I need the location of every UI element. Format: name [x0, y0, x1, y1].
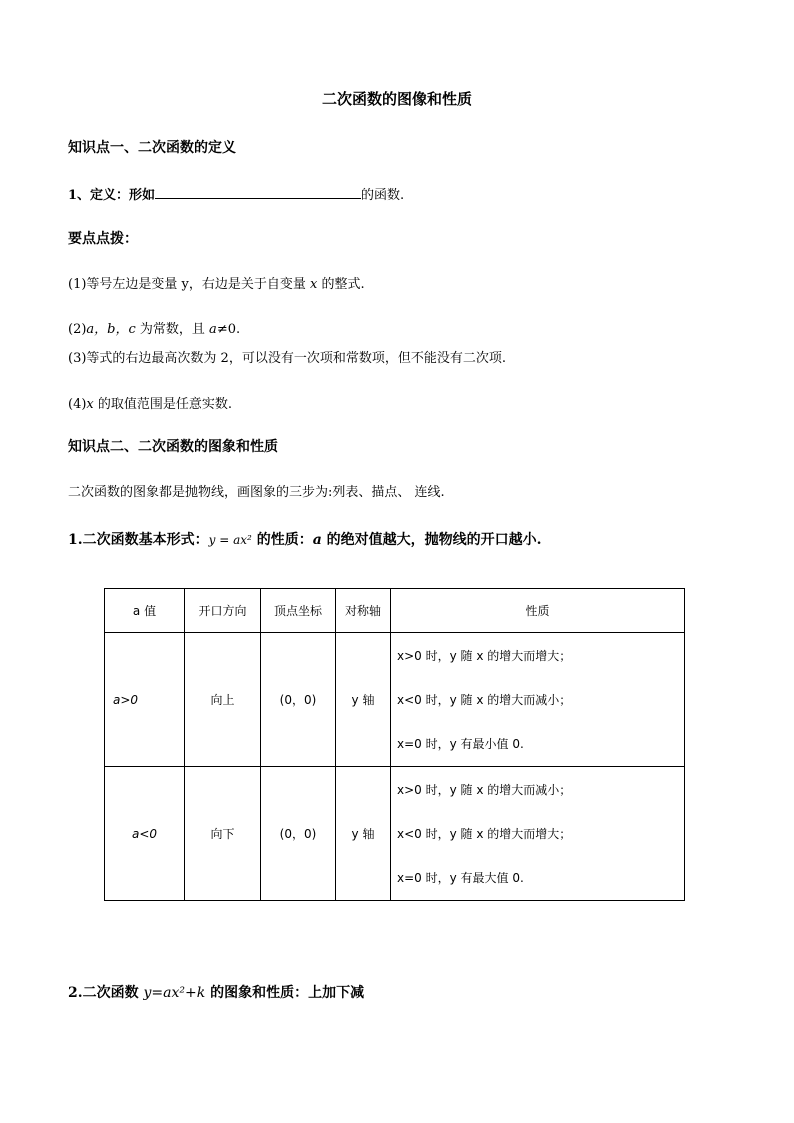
property-line: x=0 时，y 有最大值 0. [397, 870, 524, 885]
property-line: x<0 时，y 随 x 的增大而增大； [397, 826, 572, 841]
table-row [105, 767, 685, 901]
property-line: x<0 时，y 随 x 的增大而减小； [397, 692, 572, 707]
tip-1-text-b: 的整式. [317, 277, 365, 292]
cell-properties [391, 767, 685, 901]
formula-vertical-shift: y=ax²+k [143, 985, 206, 1001]
header-a-value: a 值 [105, 589, 185, 633]
cell-axis: y 轴 [336, 767, 391, 901]
subsection-1-var: a [312, 532, 322, 548]
definition-prefix: 1、定义：形如 [68, 188, 156, 203]
tip-4-var: x [86, 397, 94, 412]
tip-2-text-b: 为常数，且 [135, 322, 210, 337]
header-axis: 对称轴 [336, 589, 391, 633]
cell-vertex: (0，0) [261, 767, 336, 901]
tip-4-text-a: (4) [68, 397, 87, 412]
tip-2 [68, 318, 240, 337]
header-vertex: 顶点坐标 [261, 589, 336, 633]
subsection-2 [68, 982, 364, 1002]
cell-axis: y 轴 [336, 633, 391, 767]
cell-opening: 向下 [185, 767, 261, 901]
section-heading-graph: 知识点二、二次函数的图象和性质 [68, 439, 278, 455]
subsection-1-text-a: 1.二次函数基本形式： [68, 532, 209, 548]
definition-line [68, 184, 404, 203]
subsection-1-text-c: 的绝对值越大，抛物线的开口越小. [321, 532, 542, 548]
section-heading-definition: 知识点一、二次函数的定义 [68, 140, 236, 156]
property-line: x>0 时，y 随 x 的增大而增大； [397, 648, 572, 663]
cell-a-value: a>0 [105, 633, 185, 767]
table-row [105, 633, 685, 767]
formula-basic: y = ax² [208, 533, 252, 547]
cell-opening: 向上 [185, 633, 261, 767]
header-properties: 性质 [391, 589, 685, 633]
tips-heading: 要点点拨： [68, 231, 138, 247]
tip-1 [68, 273, 365, 292]
cell-a-value: a<0 [105, 767, 185, 901]
cell-vertex: (0，0) [261, 633, 336, 767]
properties-table [104, 588, 685, 901]
property-line: x=0 时，y 有最小值 0. [397, 736, 524, 751]
graph-intro: 二次函数的图象都是抛物线，画图象的三步为:列表、描点、 连线. [68, 485, 445, 500]
subsection-2-text-b: 的图象和性质：上加下减 [205, 985, 365, 1001]
subsection-2-text-a: 2.二次函数 [68, 985, 144, 1001]
tip-1-text-a: (1)等号左边是变量 y，右边是关于自变量 [68, 277, 311, 292]
header-opening: 开口方向 [185, 589, 261, 633]
cell-properties [391, 633, 685, 767]
tip-1-var: x [310, 277, 318, 292]
tip-4-text-b: 的取值范围是任意实数. [93, 397, 233, 412]
table-header-row [105, 589, 685, 633]
tip-2-cond: a [209, 322, 217, 337]
tip-3: (3)等式的右边最高次数为 2，可以没有一次项和常数项，但不能没有二次项. [68, 351, 506, 366]
tip-4 [68, 393, 232, 412]
page-title: 二次函数的图像和性质 [321, 90, 472, 108]
tip-2-text-a: (2) [68, 322, 87, 337]
definition-suffix: 的函数. [361, 188, 405, 203]
property-line: x>0 时，y 随 x 的增大而减小； [397, 782, 572, 797]
tip-2-text-c: ≠0. [216, 322, 241, 337]
subsection-1 [68, 529, 542, 549]
subsection-1-text-b: 的性质： [251, 532, 313, 548]
tip-2-vars: a，b，c [86, 322, 136, 337]
fill-in-blank [155, 185, 361, 199]
